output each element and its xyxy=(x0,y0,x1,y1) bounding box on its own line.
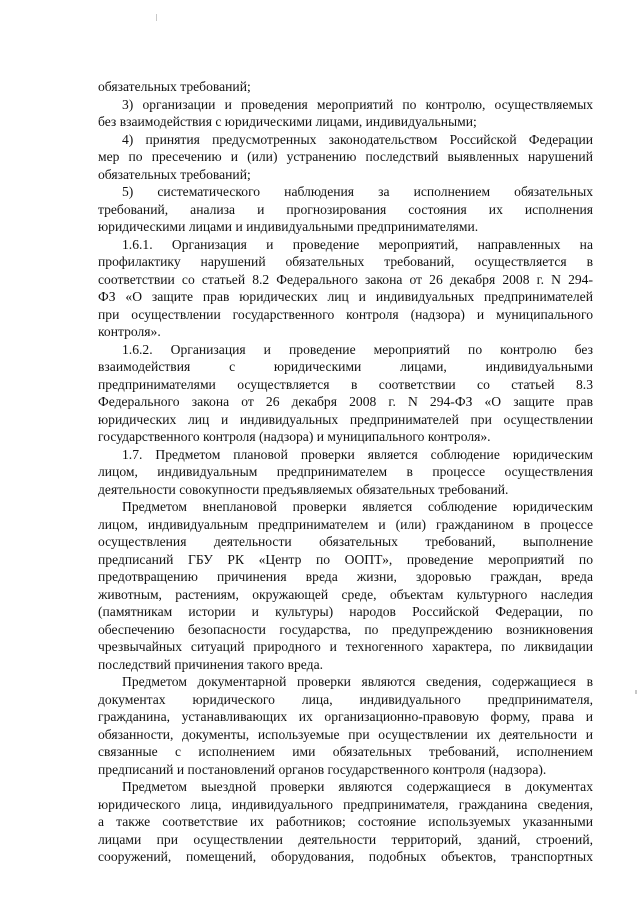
document-body xyxy=(98,78,593,866)
text-line: обязательных требований; xyxy=(98,166,251,182)
text-line: 3) организации и проведения мероприятий по контролю, осуществляемых xyxy=(122,96,593,112)
text-line: 1.6.2. Организация и проведение мероприятий по контролю без xyxy=(122,341,593,357)
text-line: деятельности совокупности предъявляемых обязательных требований. xyxy=(98,481,509,497)
text-line: лицом, индивидуальным предпринимателем в процессе осуществления xyxy=(98,464,593,479)
text-line: предотвращению причинения вреда жизни, здоровью граждан, вреда xyxy=(98,569,593,584)
text-line: соответствии со статьей 8.2 Федерального закона от 26 декабря 2008 г. N 294- xyxy=(98,271,593,287)
text-line: документах юридического лица, индивидуального предпринимателя, xyxy=(98,691,593,707)
text-line: мер по пресечению и (или) устранению последствий выявленных нарушений xyxy=(98,149,593,164)
text-line: обязательных требований; xyxy=(98,79,251,94)
text-line: 5) систематического наблюдения за исполнением обязательных xyxy=(122,184,593,199)
text-line: 1.6.1. Организация и проведение мероприятий, направленных на xyxy=(122,236,593,252)
text-line: предписаний ГБУ РК «Центр по ООПТ», проведение мероприятий по xyxy=(98,551,593,567)
text-line: лицами при осуществлении деятельности территорий, зданий, строений, xyxy=(98,831,593,847)
text-line: государственного контроля (надзора) и муниципального контроля». xyxy=(98,429,491,444)
text-line: (памятникам истории и культуры) народов Российской Федерации, по xyxy=(98,604,593,619)
text-line: Предметом выездной проверки являются содержащиеся в документах xyxy=(122,779,593,794)
text-line: гражданина, устанавливающих их организационно-правовую форму, права и xyxy=(98,709,593,724)
text-line: профилактику нарушений обязательных требований, осуществляется в xyxy=(98,254,593,269)
text-line: обеспечению безопасности государства, по предупреждению возникновения xyxy=(98,621,593,637)
text-line: связанные с исполнением ими обязательных требований, исполнением xyxy=(98,744,593,759)
text-line: 1.7. Предметом плановой проверки является соблюдение юридическим xyxy=(122,446,593,462)
text-line: 4) принятия предусмотренных законодательством Российской Федерации xyxy=(122,131,593,147)
scan-mark xyxy=(635,690,637,694)
text-line: обязанности, документы, используемые при осуществлении их деятельности и xyxy=(98,726,593,742)
text-line: осуществления деятельности обязательных требований, выполнение xyxy=(98,534,593,549)
text-line: Федерального закона от 26 декабря 2008 г. N 294-ФЗ «О защите прав xyxy=(98,394,593,409)
text-line: последствий причинения такого вреда. xyxy=(98,656,324,672)
text-line: предпринимателями осуществляется в соответствии со статьей 8.3 xyxy=(98,376,593,392)
text-line: а также соответствие их работников; состояние используемых указанными xyxy=(98,814,593,829)
text-line: контроля». xyxy=(98,324,161,339)
text-line: лицом, индивидуальным предпринимателем и (или) гражданином в процессе xyxy=(98,516,593,532)
text-line: взаимодействия с юридическими лицами, индивидуальными xyxy=(98,359,593,374)
text-line: юридического лица, индивидуального предпринимателя, гражданина сведения, xyxy=(98,796,593,812)
text-line: юридических лиц и индивидуальных предпринимателей при осуществлении xyxy=(98,411,593,427)
text-line: юридическими лицами и индивидуальными предпринимателями. xyxy=(98,219,479,234)
text-line: требований, анализа и прогнозирования состояния их исполнения xyxy=(98,201,593,217)
text-line: ФЗ «О защите прав юридических лиц и индивидуальных предпринимателей xyxy=(98,289,593,304)
text-line: сооружений, помещений, оборудования, подобных объектов, транспортных xyxy=(98,849,593,864)
text-line: животным, растениям, окружающей среде, объектам культурного наследия xyxy=(98,586,593,602)
text-line: предписаний и постановлений органов государственного контроля (надзора). xyxy=(98,761,547,777)
text-line: чрезвычайных ситуаций природного и техногенного характера, по ликвидации xyxy=(98,639,593,654)
scan-mark xyxy=(156,14,157,21)
text-line: без взаимодействия с юридическими лицами, индивидуальными; xyxy=(98,114,477,129)
text-line: Предметом документарной проверки являются сведения, содержащиеся в xyxy=(122,674,593,689)
text-line: при осуществлении государственного контроля (надзора) и муниципального xyxy=(98,306,593,322)
text-line: Предметом внеплановой проверки является соблюдение юридическим xyxy=(122,499,593,514)
